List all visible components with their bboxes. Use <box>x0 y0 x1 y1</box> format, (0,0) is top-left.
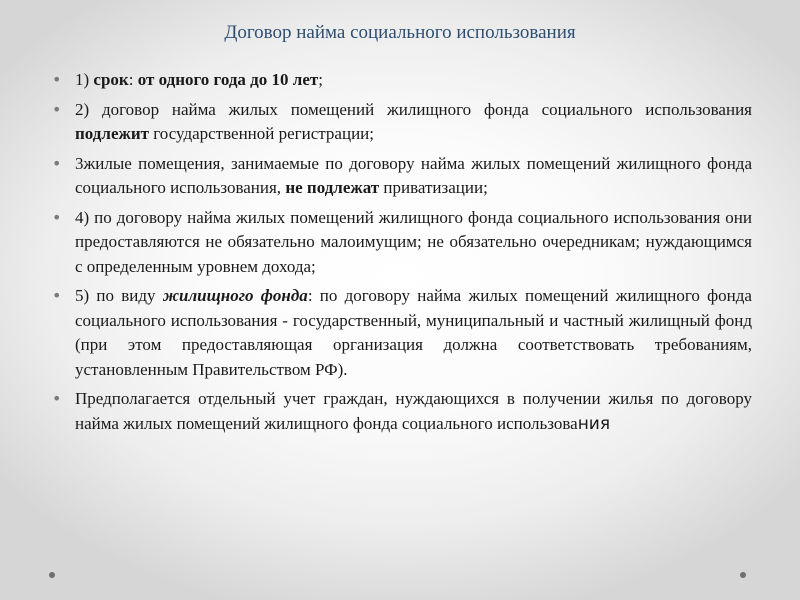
bullet-list <box>52 68 752 441</box>
bullet-text: 5) по виду <box>75 286 163 305</box>
bullet-text: 2) договор найма жилых помещений жилищного фонда социального использования <box>75 99 752 119</box>
bullet-item <box>52 284 752 382</box>
bullet-dot-icon: • <box>52 389 62 408</box>
bullet-text: 4) по договору найма жилых помещений жилищного фонда социального использования они предоставляются не обязательно малоимущим; не обязательно очередникам; нуждающимся с определенным уровнем дохода; <box>75 207 752 276</box>
bullet-dot-icon: • <box>52 207 62 227</box>
bullet-text: 3жилые помещения, занимаемые по договору найма жилых помещений жилищного фонда социального использования, <box>75 153 752 197</box>
bullet-item <box>52 206 752 280</box>
bullet-text: 1) <box>75 70 94 89</box>
bullet-item <box>52 152 752 201</box>
bullet-dot-icon: • <box>52 99 62 119</box>
bullet-text: ния <box>577 413 611 434</box>
bullet-dot-icon: • <box>52 286 62 305</box>
left-corner-dot-icon <box>49 572 55 578</box>
bullet-text: : <box>128 70 138 89</box>
bullet-item <box>52 68 752 93</box>
bullet-item <box>52 98 752 147</box>
bullet-text: государственной регистрации; <box>148 124 374 143</box>
bullet-text: приватизации; <box>379 178 488 197</box>
bullet-dot-icon: • <box>52 70 62 89</box>
bold-text: не подлежат <box>285 178 380 197</box>
bullet-text: Предполагается отдельный учет граждан, нуждающихся в получении жилья по договору найма жилых помещений жилищного фонда социального использова <box>75 389 752 433</box>
bullet-text: ; <box>318 70 323 89</box>
right-corner-dot-icon <box>740 572 746 578</box>
bold-text: срок <box>93 70 129 89</box>
bullet-dot-icon: • <box>52 153 62 173</box>
bullet-item <box>52 387 752 436</box>
slide-title: Договор найма социального использования <box>224 22 576 43</box>
bold-text: подлежит <box>75 124 149 143</box>
bold-text: жилищного фонда <box>162 286 308 305</box>
bullet-text: : по договору найма жилых помещений жилищного фонда социального использования - государственный, муниципальный и частный жилищный фонд (при этом предоставляющая организация должна соответствовать требованиям, установленным Правительством РФ). <box>75 286 752 379</box>
bold-text: от одного года до 10 лет <box>137 70 319 89</box>
